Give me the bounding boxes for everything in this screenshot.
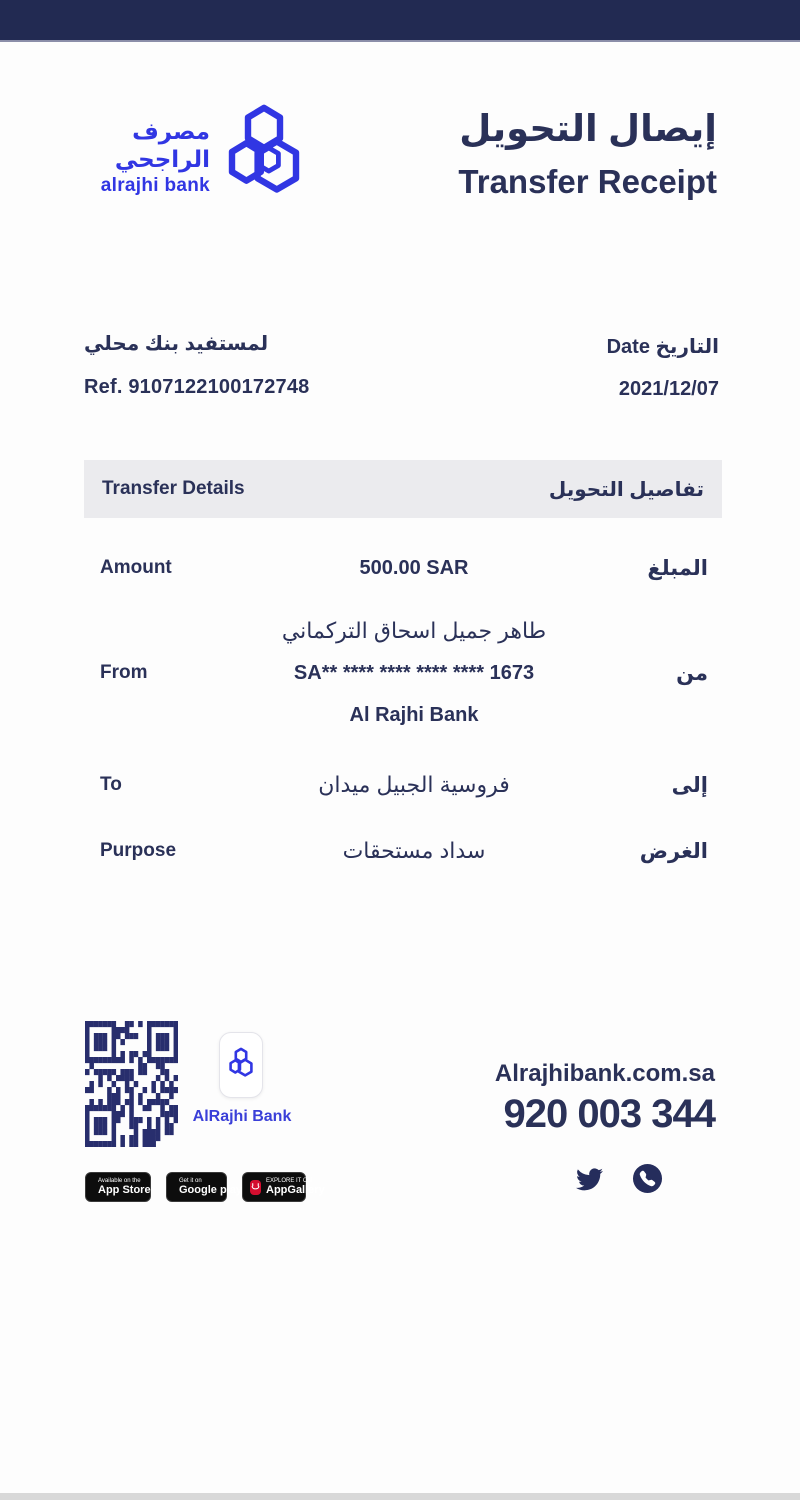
- amount-label-en: Amount: [100, 557, 172, 578]
- meta-left-block: [84, 331, 310, 399]
- website-link[interactable]: Alrajhibank.com.sa: [494, 1060, 715, 1087]
- bottom-edge-strip: [0, 1493, 800, 1500]
- qr-code: [85, 1021, 178, 1147]
- app-gallery-badge[interactable]: [242, 1172, 325, 1202]
- phone-number: 920 003 344: [503, 1092, 715, 1136]
- sender-name: طاهر جميل اسحاق التركماني: [281, 618, 547, 643]
- google-play-badge-top-text: Get it on: [179, 1177, 202, 1184]
- purpose-value: سداد مستحقات: [342, 838, 486, 863]
- amount-label-ar: المبلغ: [647, 556, 708, 580]
- bank-name-english: alrajhi bank: [100, 175, 210, 197]
- app-gallery-icon: [250, 1180, 261, 1195]
- meta-date-block: [607, 334, 719, 401]
- whatsapp-icon[interactable]: [632, 1163, 663, 1194]
- app-store-badge[interactable]: [85, 1172, 151, 1202]
- to-value: فروسية الجبيل ميدان: [318, 772, 510, 797]
- to-label-ar: إلى: [671, 773, 708, 797]
- store-badges: [85, 1172, 325, 1202]
- purpose-label-ar: الغرض: [639, 839, 708, 863]
- app-name-label: AlRajhi Bank: [192, 1108, 292, 1125]
- transfer-details-header: [84, 460, 722, 518]
- from-value: [216, 610, 612, 736]
- date-label-en: Date: [606, 336, 650, 358]
- purpose-label-en: Purpose: [100, 840, 177, 861]
- receipt-title-english: Transfer Receipt: [458, 163, 717, 201]
- social-icons: [574, 1163, 663, 1194]
- reference-number: Ref. 9107122100172748: [84, 376, 310, 398]
- twitter-icon[interactable]: [574, 1165, 605, 1192]
- date-label: [607, 334, 719, 359]
- date-label-ar: التاريخ: [655, 336, 719, 358]
- alrajhi-emblem-icon: [224, 100, 304, 215]
- transfer-details-title-ar: تفاصيل التحويل: [548, 478, 704, 501]
- bank-name-arabic: مصرف الراجحي: [114, 117, 210, 172]
- to-label-en: To: [100, 774, 122, 795]
- alrajhi-app-icon[interactable]: [219, 1032, 263, 1098]
- from-label-ar: من: [676, 661, 708, 685]
- beneficiary-type-label: لمستفيد بنك محلي: [84, 333, 269, 355]
- sender-bank: Al Rajhi Bank: [349, 703, 479, 726]
- app-gallery-badge-bottom-text: AppGallery: [266, 1184, 325, 1197]
- row-purpose: [84, 828, 722, 874]
- google-play-badge-bottom-text: Google play: [179, 1184, 242, 1197]
- google-play-badge[interactable]: [166, 1172, 242, 1202]
- amount-value: 500.00 SAR: [359, 556, 469, 579]
- row-from: [84, 610, 722, 736]
- app-store-badge-bottom-text: App Store: [98, 1184, 151, 1197]
- app-store-badge-top-text: Available on the: [98, 1177, 141, 1184]
- top-navy-bar: [0, 0, 800, 42]
- bank-logo: [84, 100, 304, 215]
- transfer-details-title-en: Transfer Details: [102, 478, 245, 499]
- bank-logo-wordmark: [84, 118, 210, 197]
- date-value: 2021/12/07: [618, 378, 719, 400]
- alrajhi-emblem-small-icon: [228, 1045, 254, 1085]
- receipt-title-arabic: إيصال التحويل: [459, 108, 717, 149]
- from-label-en: From: [100, 662, 148, 683]
- receipt-title: [458, 100, 717, 201]
- row-to: [84, 762, 722, 808]
- row-amount: [84, 545, 722, 591]
- sender-account-masked: SA** **** **** **** **** 1673: [293, 661, 535, 684]
- app-gallery-badge-top-text: EXPLORE IT ON: [266, 1177, 312, 1184]
